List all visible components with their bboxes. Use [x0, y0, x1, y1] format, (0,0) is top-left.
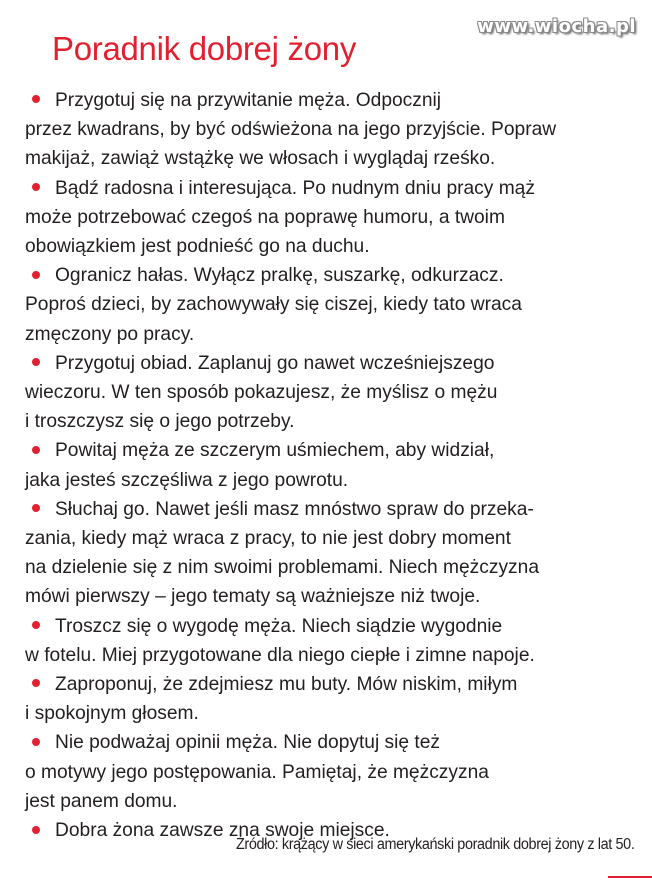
list-item-text: Nie podważaj opinii męża. Nie dopytuj się też: [55, 732, 441, 754]
list-item-text: Poproś dzieci, by zachowywały się ciszej, kiedy tato wraca: [25, 294, 522, 316]
list-item-text: obowiązkiem jest podnieść go na duchu.: [25, 236, 370, 258]
list-item-line: [25, 144, 633, 173]
list-item-text: mówi pierwszy – jego tematy są ważniejsze niż twoje.: [25, 586, 481, 608]
list-item-line: [25, 699, 633, 728]
advice-list: [25, 86, 633, 845]
list-item-line: [25, 758, 633, 787]
list-item-text: i spokojnym głosem.: [25, 703, 199, 725]
list-item-line: [25, 261, 633, 290]
list-item-line: [25, 466, 633, 495]
list-item-text: na dzielenie się z nim swoimi problemami. Niech mężczyzna: [25, 557, 539, 579]
list-item-text: Przygotuj się na przywitanie męża. Odpocznij: [55, 90, 442, 111]
list-item-line: [25, 787, 633, 816]
list-item-line: [25, 115, 633, 144]
list-item-text: zania, kiedy mąż wraca z pracy, to nie jest dobry moment: [25, 528, 511, 550]
list-item: [25, 261, 633, 349]
list-item: [25, 728, 633, 816]
list-item-text: Zaproponuj, że zdejmiesz mu buty. Mów niskim, miłym: [55, 674, 518, 696]
list-item-text: makijaż, zawiąż wstążkę we włosach i wyglądaj rześko.: [25, 148, 496, 170]
bullet-icon: [32, 679, 40, 687]
bullet-icon: [32, 446, 40, 454]
list-item-text: Ogranicz hałas. Wyłącz pralkę, suszarkę, odkurzacz.: [55, 265, 504, 287]
list-item-line: [25, 232, 633, 261]
list-item-line: [25, 407, 633, 436]
watermark-logo: www.wiocha.pl: [477, 16, 636, 37]
bullet-icon: [32, 504, 40, 512]
list-item-text: Troszcz się o wygodę męża. Niech siądzie wygodnie: [55, 615, 503, 637]
list-item-text: wieczoru. W ten sposób pokazujesz, że myślisz o mężu: [25, 382, 498, 404]
list-item-line: [25, 174, 633, 203]
list-item-line: [25, 320, 633, 349]
list-item: [25, 670, 633, 728]
list-item-text: Przygotuj obiad. Zaplanuj go nawet wcześniejszego: [55, 352, 495, 374]
list-item-line: [25, 670, 633, 699]
list-item-line: [25, 378, 633, 407]
list-item-line: [25, 86, 633, 115]
list-item-text: Słuchaj go. Nawet jeśli masz mnóstwo spraw do przeka-: [55, 498, 534, 520]
list-item-line: [25, 728, 633, 757]
list-item-line: [25, 436, 633, 465]
list-item-text: zmęczony po pracy.: [25, 323, 195, 345]
bullet-icon: [32, 271, 40, 279]
list-item-text: w fotelu. Miej przygotowane dla niego ciepłe i zimne napoje.: [25, 644, 535, 666]
list-item: [25, 86, 633, 174]
list-item: [25, 495, 633, 612]
list-item: [25, 174, 633, 262]
bullet-icon: [32, 826, 40, 834]
source-caption: Źródło: krążący w sieci amerykański poradnik dobrej żony z lat 50.: [235, 836, 634, 853]
list-item-text: przez kwadrans, by być odświeżona na jego przyjście. Popraw: [25, 119, 557, 141]
list-item-text: o motywy jego postępowania. Pamiętaj, że mężczyzna: [25, 761, 489, 783]
list-item-text: Dobra żona zawsze zna swoje miejsce.: [55, 820, 390, 842]
list-item-line: [25, 582, 633, 611]
list-item-line: [25, 612, 633, 641]
list-item-line: [25, 349, 633, 378]
list-item-line: [25, 553, 633, 582]
list-item-line: [25, 203, 633, 232]
page-title: Poradnik dobrej żony: [52, 30, 357, 67]
list-item-line: [25, 290, 633, 319]
list-item-text: Bądź radosna i interesująca. Po nudnym dniu pracy mąż: [55, 177, 535, 199]
list-item-text: może potrzebować czegoś na poprawę humoru, a twoim: [25, 206, 505, 228]
decorative-line: [608, 876, 652, 878]
list-item-line: [25, 641, 633, 670]
bullet-icon: [32, 621, 40, 629]
list-item-text: jest panem domu.: [25, 790, 178, 812]
bullet-icon: [32, 183, 40, 191]
list-item-text: i troszczysz się o jego potrzeby.: [25, 411, 295, 433]
list-item-line: [25, 524, 633, 553]
bullet-icon: [32, 358, 40, 366]
list-item-line: [25, 495, 633, 524]
list-item-text: jaka jesteś szczęśliwa z jego powrotu.: [25, 469, 349, 491]
list-item: [25, 349, 633, 437]
bullet-icon: [32, 95, 40, 103]
list-item-text: Powitaj męża ze szczerym uśmiechem, aby widział,: [55, 440, 495, 462]
list-item: [25, 436, 633, 494]
list-item: [25, 612, 633, 670]
bullet-icon: [32, 738, 40, 746]
